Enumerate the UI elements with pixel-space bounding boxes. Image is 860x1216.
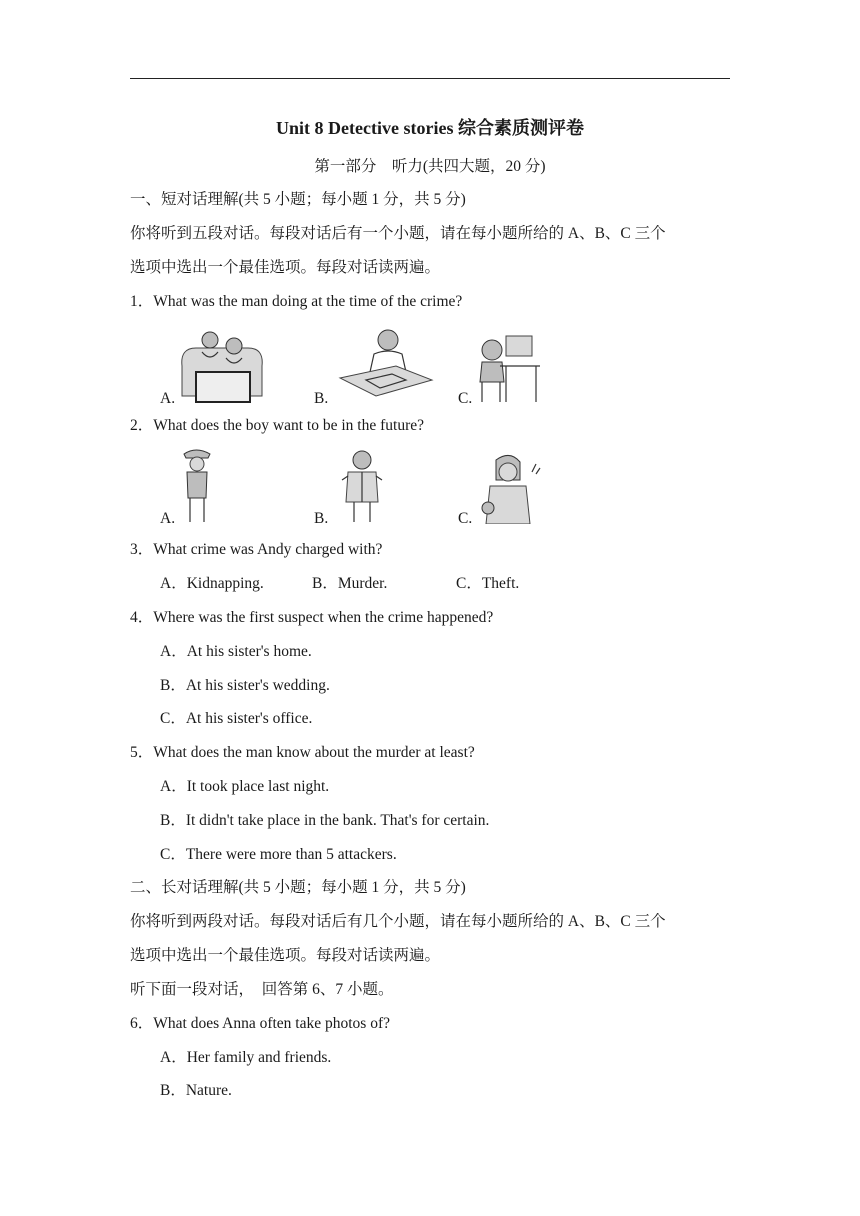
q1-option-c-label: C. — [458, 390, 473, 407]
q6-option-b: B．Nature. — [160, 1082, 232, 1099]
q3-option-b: B．Murder. — [312, 575, 388, 592]
man-writing-at-desk-icon — [336, 326, 436, 398]
q2-option-b-label: B. — [314, 510, 329, 527]
q3-option-c: C．Theft. — [456, 575, 520, 592]
q2-option-c-label: C. — [458, 510, 473, 527]
couple-watching-tv-icon — [176, 326, 268, 404]
part1-heading: 第一部分 听力(共四大题，20 分) — [314, 158, 546, 175]
doctor-icon — [338, 446, 386, 524]
q4-option-c: C．At his sister's office. — [160, 710, 313, 727]
section1-instructions-1: 你将听到五段对话。每段对话后有一个小题，请在每小题所给的 A、B、C 三个 — [130, 225, 666, 242]
question-2-stem: 2．What does the boy want to be in the future? — [130, 417, 424, 434]
dialogue-intro: 听下面一段对话， 回答第 6、7 小题。 — [130, 981, 394, 998]
reporter-with-microphone-icon — [474, 452, 542, 524]
question-5-stem: 5．What does the man know about the murder at least? — [130, 744, 475, 761]
q3-option-a: A．Kidnapping. — [160, 575, 264, 592]
question-3-options — [160, 574, 519, 594]
q1-option-b-label: B. — [314, 390, 329, 407]
section2-instructions-2: 选项中选出一个最佳选项。每段对话读两遍。 — [130, 947, 441, 964]
question-1-stem: 1．What was the man doing at the time of the crime? — [130, 293, 463, 310]
section2-heading: 二、长对话理解(共 5 小题；每小题 1 分，共 5 分) — [130, 879, 466, 896]
q4-option-a: A．At his sister's home. — [160, 643, 312, 660]
q5-option-a: A．It took place last night. — [160, 778, 330, 795]
page-title: Unit 8 Detective stories 综合素质测评卷 — [276, 118, 584, 138]
q2-option-a-label: A. — [160, 510, 176, 527]
question-4-stem: 4．Where was the first suspect when the crime happened? — [130, 609, 494, 626]
section2-instructions-1: 你将听到两段对话。每段对话后有几个小题，请在每小题所给的 A、B、C 三个 — [130, 913, 666, 930]
section1-heading: 一、短对话理解(共 5 小题；每小题 1 分，共 5 分) — [130, 191, 466, 208]
question-6-stem: 6．What does Anna often take photos of? — [130, 1015, 390, 1032]
person-using-computer-icon — [476, 330, 542, 404]
police-officer-icon — [178, 446, 214, 524]
top-rule — [130, 78, 730, 79]
q6-option-a: A．Her family and friends. — [160, 1049, 332, 1066]
q5-option-c: C．There were more than 5 attackers. — [160, 846, 397, 863]
q5-option-b: B．It didn't take place in the bank. That's for certain. — [160, 812, 490, 829]
section1-instructions-2: 选项中选出一个最佳选项。每段对话读两遍。 — [130, 259, 441, 276]
q4-option-b: B．At his sister's wedding. — [160, 677, 330, 694]
question-3-stem: 3．What crime was Andy charged with? — [130, 541, 383, 558]
q1-option-a-label: A. — [160, 390, 176, 407]
